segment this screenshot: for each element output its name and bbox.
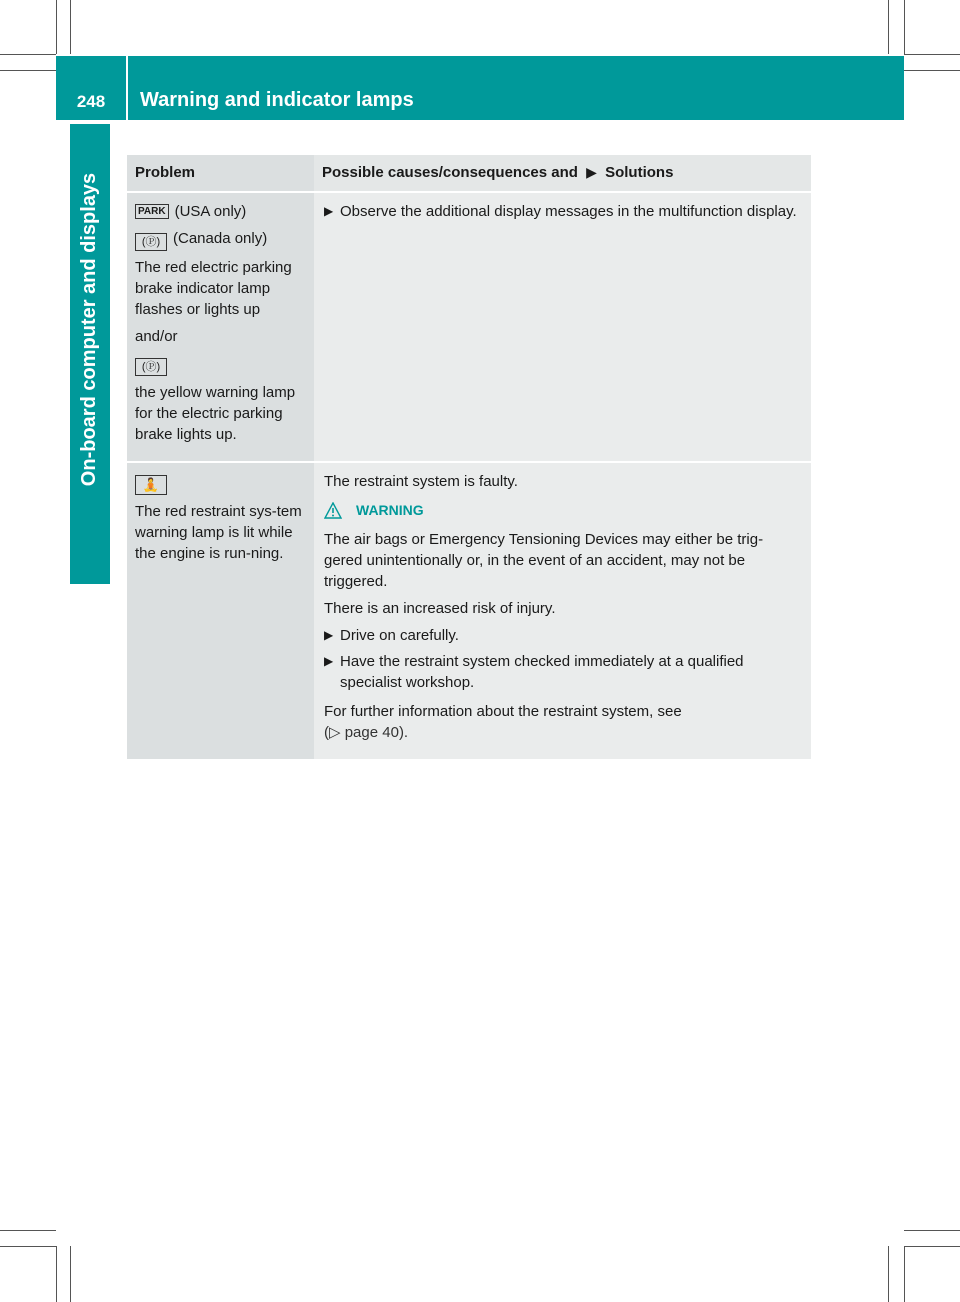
action-arrow-icon: ▶ bbox=[324, 628, 334, 642]
side-tab-text: On-board computer and displays bbox=[78, 172, 101, 486]
crop-mark bbox=[904, 1246, 905, 1302]
page-number: 248 bbox=[56, 56, 126, 120]
red-lamp-text: The red electric parking brake indicator lamp flashes or lights up bbox=[135, 259, 292, 318]
crop-mark bbox=[70, 1246, 71, 1302]
crop-mark bbox=[888, 1246, 889, 1302]
solution-cell bbox=[314, 462, 811, 759]
restraint-icon-line bbox=[135, 471, 306, 495]
header-solutions-pre: Possible causes/consequences and bbox=[322, 164, 578, 181]
restraint-system-icon: 🧘 bbox=[135, 475, 167, 495]
parking-brake-circle-icon: (Ⓟ) bbox=[135, 233, 167, 251]
action-text: Drive on carefully. bbox=[340, 627, 459, 644]
crop-mark bbox=[0, 54, 56, 55]
action-item bbox=[324, 201, 801, 222]
warning-lamps-table bbox=[127, 155, 811, 759]
action-item bbox=[324, 625, 801, 646]
andor-text: and/or bbox=[135, 328, 178, 345]
action-arrow-icon: ▶ bbox=[324, 654, 334, 668]
usa-line bbox=[135, 201, 306, 222]
action-text: Observe the additional display messages in the multifunction display. bbox=[340, 203, 797, 220]
yellow-lamp-text: the yellow warning lamp for the electric parking brake lights up. bbox=[135, 384, 296, 443]
header-solutions-post: Solutions bbox=[605, 164, 674, 181]
action-item bbox=[324, 651, 801, 693]
crop-mark bbox=[904, 1230, 960, 1231]
warning-heading bbox=[324, 500, 801, 521]
action-arrow-icon: ▶ bbox=[324, 204, 334, 218]
solution-cell bbox=[314, 192, 811, 462]
warning-text: The air bags or Emergency Tensioning Devices may either be trig-gered unintentionally or, in the event of an accident, may not be triggered. bbox=[324, 531, 764, 590]
park-brake-icon: PARK bbox=[135, 204, 169, 219]
warning-triangle-icon bbox=[324, 502, 342, 519]
canada-label: (Canada only) bbox=[173, 230, 268, 247]
table-row bbox=[127, 192, 811, 462]
crop-mark bbox=[888, 0, 889, 54]
table-header-row bbox=[127, 155, 811, 192]
table-row bbox=[127, 462, 811, 759]
action-text: Have the restraint system checked immediately at a qualified specialist workshop. bbox=[340, 653, 744, 691]
crop-mark bbox=[0, 70, 56, 71]
page-title: Warning and indicator lamps bbox=[128, 56, 904, 120]
further-info bbox=[324, 701, 801, 743]
crop-mark bbox=[70, 0, 71, 54]
crop-mark bbox=[904, 1246, 960, 1247]
risk-text: There is an increased risk of injury. bbox=[324, 600, 556, 617]
page-reference-text: page 40). bbox=[344, 724, 409, 741]
parking-brake-circle-icon: (Ⓟ) bbox=[135, 358, 167, 376]
crop-mark bbox=[56, 0, 57, 54]
yellow-icon-line bbox=[135, 353, 306, 376]
usa-label: (USA only) bbox=[174, 203, 247, 220]
problem-cell bbox=[127, 192, 314, 462]
crop-mark bbox=[0, 1230, 56, 1231]
further-text: For further information about the restraint system, see bbox=[324, 703, 682, 720]
header-problem: Problem bbox=[127, 155, 314, 192]
fault-text: The restraint system is faulty. bbox=[324, 473, 518, 490]
crop-mark bbox=[0, 1246, 56, 1247]
action-arrow-icon: ▶ bbox=[586, 164, 597, 180]
header-solutions bbox=[314, 155, 811, 192]
problem-cell bbox=[127, 462, 314, 759]
crop-mark bbox=[904, 70, 960, 71]
side-tab-label bbox=[70, 124, 110, 534]
page-reference-icon: ▷ bbox=[329, 724, 341, 741]
crop-mark bbox=[56, 1246, 57, 1302]
crop-mark bbox=[904, 54, 960, 55]
restraint-problem-text: The red restraint sys-tem warning lamp is lit while the engine is run-ning. bbox=[135, 503, 302, 562]
crop-mark bbox=[904, 0, 905, 54]
page-reference[interactable]: (▷ page 40). bbox=[324, 724, 409, 741]
canada-line bbox=[135, 228, 306, 251]
warning-label: WARNING bbox=[356, 502, 424, 518]
